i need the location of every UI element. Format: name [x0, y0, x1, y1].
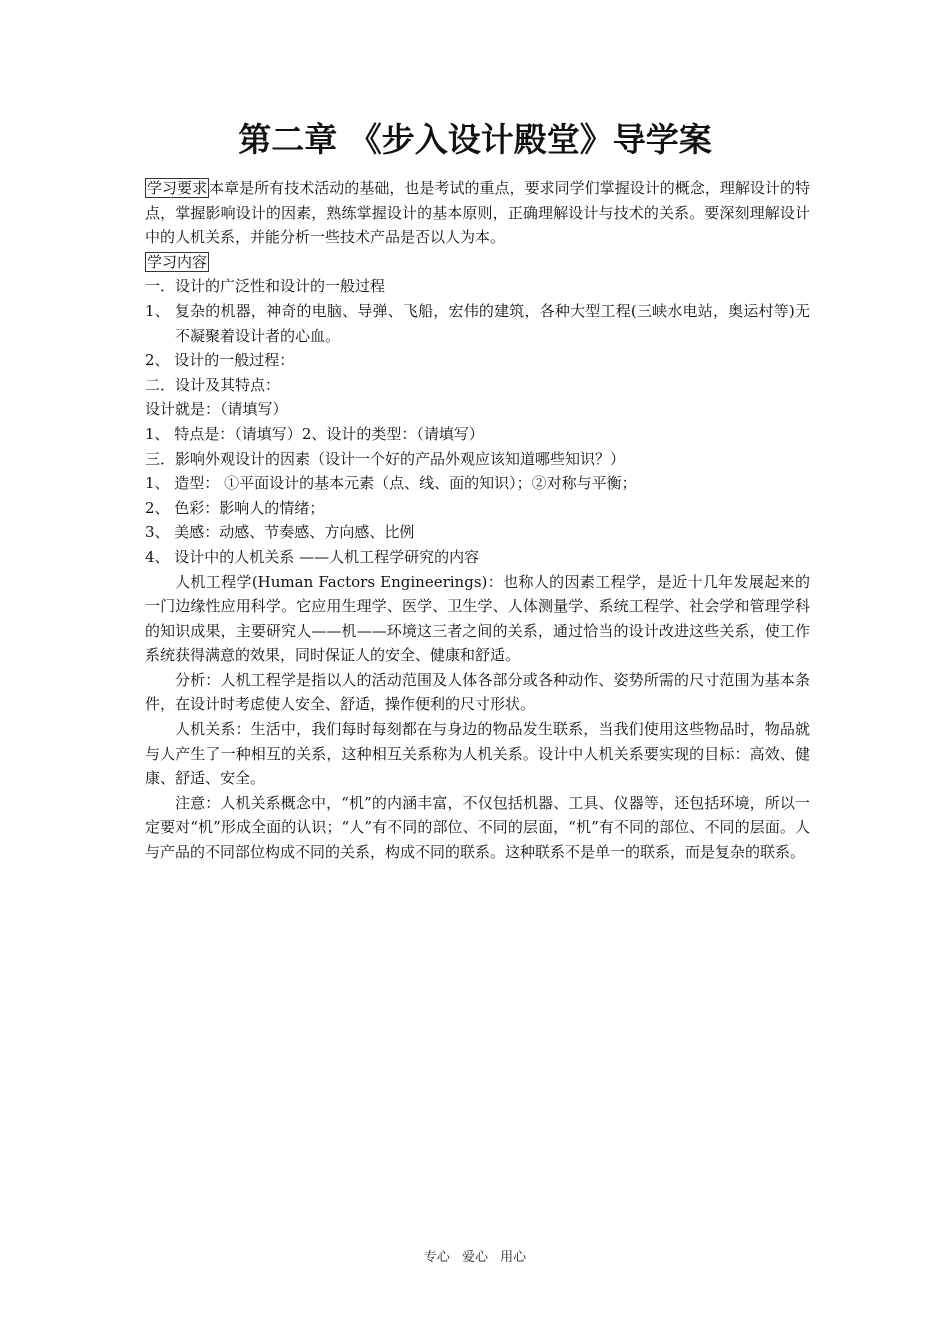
list-item: 1、 造型： ①平面设计的基本元素（点、线、面的知识）；②对称与平衡； — [145, 474, 637, 493]
section-heading-1: 一．设计的广泛性和设计的一般过程 — [145, 277, 386, 296]
document-body — [145, 176, 810, 865]
section-heading-3: 三．影响外观设计的因素（设计一个好的产品外观应该知道哪些知识？） — [145, 449, 626, 468]
list-item: 4、 设计中的人机关系 ——人机工程学研究的内容 — [145, 547, 480, 566]
definition-line: 设计就是：（请填写） — [145, 400, 288, 419]
list-item: 1、 复杂的机器，神奇的电脑、导弹、飞船，宏伟的建筑，各种大型工程(三峡水电站，奥运村等)无不凝聚着设计者的心血。 — [145, 301, 810, 345]
list-item: 3、 美感：动感、节奏感、方向感、比例 — [145, 523, 415, 542]
requirements-paragraph — [145, 176, 810, 250]
human-machine-paragraph: 人机关系：生活中，我们每时每刻都在与身边的物品发生联系，当我们使用这些物品时，物品就与人产生了一种相互的关系，这种相互关系称为人机关系。设计中人机关系要实现的目标：高效、健康、舒适、安全。 — [145, 720, 810, 788]
analysis-paragraph: 分析：人机工程学是指以人的活动范围及人体各部分或各种动作、姿势所需的尺寸范围为基本条件，在设计时考虑使人安全、舒适，操作便利的尺寸形状。 — [145, 670, 810, 714]
requirements-label: 学习要求 — [147, 179, 208, 197]
content-label-line — [145, 250, 810, 275]
ergonomics-paragraph: 人机工程学(Human Factors Engineerings)：也称人的因素工程学，是近十几年发展起来的一门边缘性应用科学。它应用生理学、医学、卫生学、人体测量学、系统工程学、社会学和管理学科的知识成果，主要研究人——机——环境这三者之间的关系，通过恰当的设计改进这些关系，使工作系统获得满意的效果，同时保证人的安全、健康和舒适。 — [145, 572, 810, 665]
requirements-text: 本章是所有技术活动的基础，也是考试的重点，要求同学们掌握设计的概念，理解设计的特点，掌握影响设计的因素，熟练掌握设计的基本原则，正确理解设计与技术的关系。要深刻理解设计中的人机关系，并能分析一些技术产品是否以人为本。 — [145, 179, 810, 247]
list-item: 1、 特点是：（请填写）2、设计的类型：（请填写） — [145, 424, 484, 443]
page-title: 第二章 《步入设计殿堂》导学案 — [238, 120, 712, 159]
list-item: 2、 设计的一般过程： — [145, 351, 295, 370]
note-paragraph: 注意：人机关系概念中，“机”的内涵丰富，不仅包括机器、工具、仪器等，还包括环境，所以一定要对“机”形成全面的认识；“人”有不同的部位、不同的层面，“机”有不同的部位、不同的层面。人与产品的不同部位构成不同的关系，构成不同的联系。这种联系不是单一的联系，而是复杂的联系。 — [145, 793, 810, 862]
content-label: 学习内容 — [147, 252, 208, 271]
list-item: 2、 色彩：影响人的情绪； — [145, 498, 325, 517]
section-heading-2: 二．设计及其特点： — [145, 375, 281, 394]
page-footer: 专心 爱心 用心 — [423, 1250, 527, 1265]
